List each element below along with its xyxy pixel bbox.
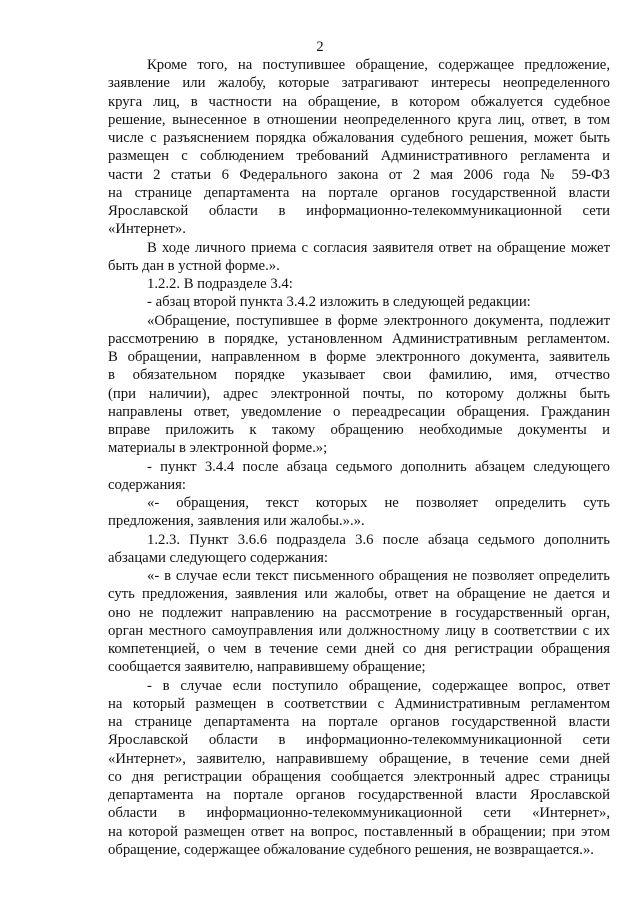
text-line: «Обращение, поступившее в форме электронного документа, подлежит — [147, 312, 610, 329]
text-line: суть предложения, заявления или жалобы, ответ на обращение не дается и — [108, 586, 610, 603]
text-line: 1.2.3. Пункт 3.6.6 подраздела 3.6 после абзаца седьмого дополнить — [147, 531, 610, 548]
text-line: оно не подлежит направлению на рассмотрение в государственный орган, — [108, 604, 610, 621]
text-line: числе с разъяснением порядка обжалования судебного решения, может быть — [108, 130, 610, 146]
text-line: на которой размещен ответ на вопрос, поставленный в обращении; при этом — [108, 823, 610, 840]
text-line: со дня регистрации обращения сообщается электронный адрес страницы — [108, 768, 610, 785]
text-line: Ярославской области в информационно-телекоммуникационной сети — [108, 732, 610, 749]
text-line: на странице департамента на портале органов государственной власти — [108, 714, 610, 730]
text-line: рассмотрению в порядке, установленном Административным регламентом. — [108, 330, 610, 347]
paragraph — [108, 677, 610, 860]
text-line: - в случае если поступило обращение, содержащее вопрос, ответ — [147, 677, 610, 694]
paragraph — [108, 275, 610, 293]
text-line: решение, вынесенное в отношении неопределенного круга лиц, ответ, в том — [108, 111, 610, 128]
text-line: части 2 статьи 6 Федерального закона от 2 мая 2006 года № 59-ФЗ — [108, 166, 610, 183]
text-line: (при наличии), адрес электронной почты, по которому должны быть — [108, 385, 610, 402]
text-line: компетенцией, о чем в течение семи дней со дня регистрации обращения — [108, 641, 610, 657]
text-line: содержания: — [108, 476, 186, 493]
text-line: 1.2.2. В подразделе 3.4: — [147, 276, 293, 292]
text-line: - пункт 3.4.4 после абзаца седьмого дополнить абзацем следующего — [147, 458, 610, 475]
text-line: размещен с соблюдением требований Административного регламента и — [108, 148, 610, 165]
text-line: области в информационно-телекоммуникационной сети «Интернет», — [108, 805, 610, 822]
text-line: сообщается заявителю, направившему обращение; — [108, 659, 426, 676]
text-line: абзацами следующего содержания: — [108, 549, 328, 566]
text-line: «- обращения, текст которых не позволяет определить суть — [147, 495, 610, 511]
text-line: материалы в электронной форме.»; — [108, 440, 328, 457]
paragraph — [108, 312, 610, 458]
text-line: заявление или жалобу, которые затрагивают интересы неопределенного — [108, 75, 610, 92]
paragraph — [108, 293, 610, 311]
text-line: В обращении, направленном в форме электронного документа, заявитель — [108, 349, 610, 365]
text-line: «Интернет», заявителю, направившему обращение, в течение семи дней — [108, 750, 610, 767]
paragraph — [108, 494, 610, 531]
text-line: направлены ответ, уведомление о переадресации обращения. Гражданин — [108, 403, 610, 420]
paragraph — [108, 239, 610, 276]
text-line: предложения, заявления или жалобы.».». — [108, 513, 365, 530]
paragraph — [108, 458, 610, 495]
page-number: 2 — [316, 39, 324, 55]
text-line: в обязательном порядке указывает свои фамилию, имя, отчество — [108, 367, 610, 384]
text-line: быть дан в устной форме.». — [108, 257, 280, 274]
text-line: - абзац второй пункта 3.4.2 изложить в следующей редакции: — [147, 294, 531, 311]
text-line: на странице департамента на портале органов государственной власти — [108, 184, 610, 201]
paragraph — [108, 531, 610, 568]
text-line: департамента на портале органов государственной власти Ярославской — [108, 787, 610, 803]
paragraph — [108, 567, 610, 677]
text-line: «Интернет». — [108, 221, 186, 238]
text-line: В ходе личного приема с согласия заявителя ответ на обращение может — [147, 239, 610, 256]
text-line: Ярославской области в информационно-телекоммуникационной сети — [108, 203, 610, 219]
text-line: на который размещен в соответствии с Административным регламентом — [108, 695, 610, 712]
text-line: круга лиц, в частности на обращение, в котором обжалуется судебное — [108, 93, 610, 110]
text-line: Кроме того, на поступившее обращение, содержащее предложение, — [147, 57, 610, 73]
text-line: вправе приложить к такому обращению необходимые документы и — [108, 422, 610, 438]
text-line: обращение, содержащее обжалование судебного решения, не возвращается.». — [108, 841, 594, 858]
text-line: «- в случае если текст письменного обращения не позволяет определить — [147, 568, 610, 584]
text-line: орган местного самоуправления или должностному лицу в соответствии с их — [108, 622, 610, 639]
document-body — [108, 56, 610, 859]
paragraph — [108, 56, 610, 239]
